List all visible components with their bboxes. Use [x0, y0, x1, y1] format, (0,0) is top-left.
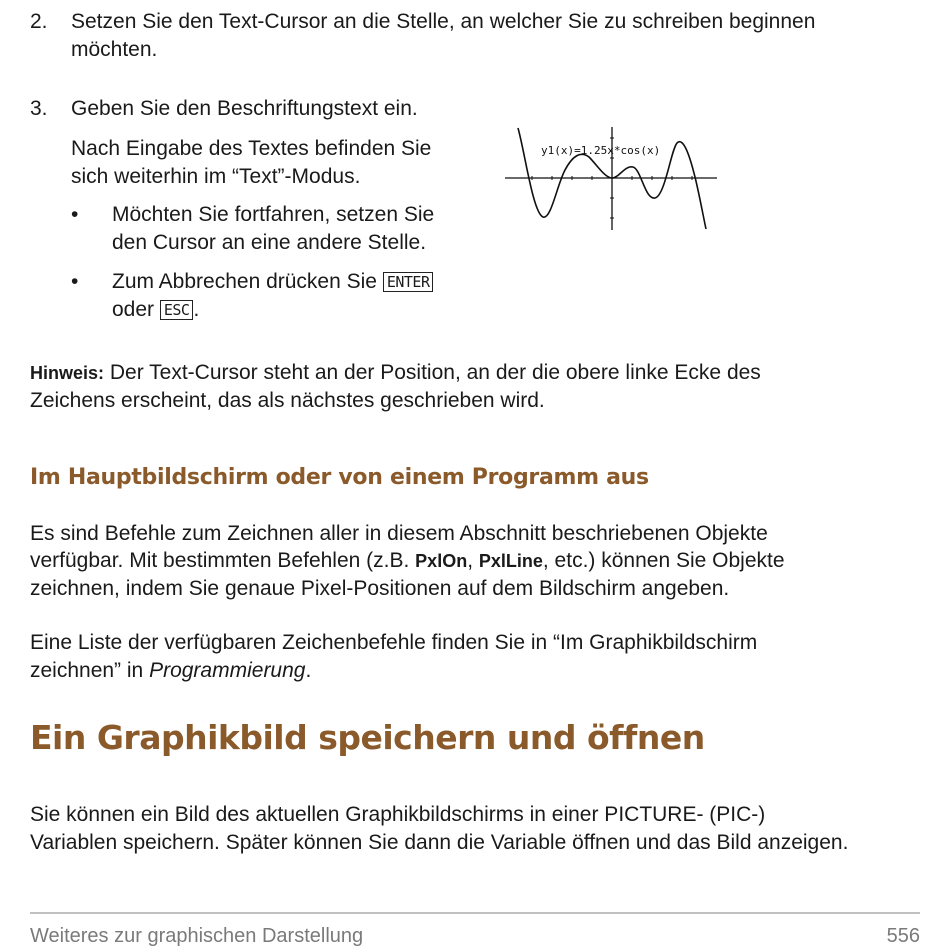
- para2-line-1: Eine Liste der verfügbaren Zeichenbefehle finden Sie in “Im Graphikbildschirm: [30, 631, 758, 654]
- note-line-2: Zeichens erscheint, das als nächstes geschrieben wird.: [30, 389, 545, 412]
- bullet-2-or: oder: [112, 298, 155, 321]
- bullet-marker: •: [71, 203, 79, 226]
- para2-line-2: [30, 657, 311, 685]
- step-2-line-2: möchten.: [71, 38, 158, 61]
- footer-title: Weiteres zur graphischen Darstellung: [30, 925, 364, 947]
- bullet-1-line-1: Möchten Sie fortfahren, setzen Sie: [112, 203, 435, 226]
- subheading: Im Hauptbildschirm oder von einem Programm aus: [30, 465, 649, 490]
- graph-screenshot: [505, 125, 720, 233]
- bullet-2-period: .: [193, 298, 200, 321]
- command-pxlline: PxlLine: [478, 551, 543, 571]
- bullet-2-line-1: [112, 268, 433, 296]
- programmierung-reference: Programmierung: [149, 659, 306, 682]
- para2-text: zeichnen” in: [30, 659, 150, 682]
- note-text: Der Text-Cursor steht an der Position, an der die obere linke Ecke des: [109, 361, 761, 384]
- step-2-line-1: Setzen Sie den Text-Cursor an die Stelle, an welcher Sie zu schreiben beginnen: [71, 10, 816, 33]
- bullet-1-line-2: den Cursor an eine andere Stelle.: [112, 231, 427, 254]
- para1-text: verfügbar. Mit bestimmten Befehlen (z.B.: [30, 549, 416, 572]
- para1-line-3: zeichnen, indem Sie genaue Pixel-Positionen auf dem Bildschirm angeben.: [30, 577, 730, 600]
- para3-line-2: Variablen speichern. Später können Sie dann die Variable öffnen und das Bild anzeigen.: [30, 831, 849, 854]
- footer-divider: [30, 912, 920, 914]
- para1-separator: ,: [467, 549, 479, 572]
- enter-key-icon: ENTER: [383, 272, 434, 292]
- note-label: Hinweis:: [30, 363, 105, 383]
- esc-key-icon: ESC: [160, 300, 194, 320]
- section-heading: Ein Graphikbild speichern und öffnen: [30, 718, 705, 757]
- bullet-2-line-2: [112, 296, 199, 324]
- command-pxlon: PxlOn: [415, 551, 468, 571]
- step-3-line-1: Geben Sie den Beschriftungstext ein.: [71, 97, 418, 120]
- step-number: 3.: [30, 97, 48, 120]
- bullet-marker: •: [71, 270, 79, 293]
- step-number: 2.: [30, 10, 48, 33]
- step-3-detail-line-2: sich weiterhin im “Text”-Modus.: [71, 165, 361, 188]
- graph-formula-label: y1(x)=1.25x*cos(x): [541, 144, 661, 157]
- bullet-2-text: Zum Abbrechen drücken Sie: [112, 270, 377, 293]
- step-3-detail-line-1: Nach Eingabe des Textes befinden Sie: [71, 137, 432, 160]
- para2-period: .: [305, 659, 312, 682]
- page-number: 556: [886, 925, 920, 947]
- para1-text-end: , etc.) können Sie Objekte: [542, 549, 785, 572]
- para1-line-2: [30, 547, 785, 575]
- note-line-1: [30, 359, 761, 387]
- para1-line-1: Es sind Befehle zum Zeichnen aller in diesem Abschnitt beschriebenen Objekte: [30, 522, 768, 545]
- para3-line-1: Sie können ein Bild des aktuellen Graphikbildschirms in einer PICTURE- (PIC-): [30, 803, 766, 826]
